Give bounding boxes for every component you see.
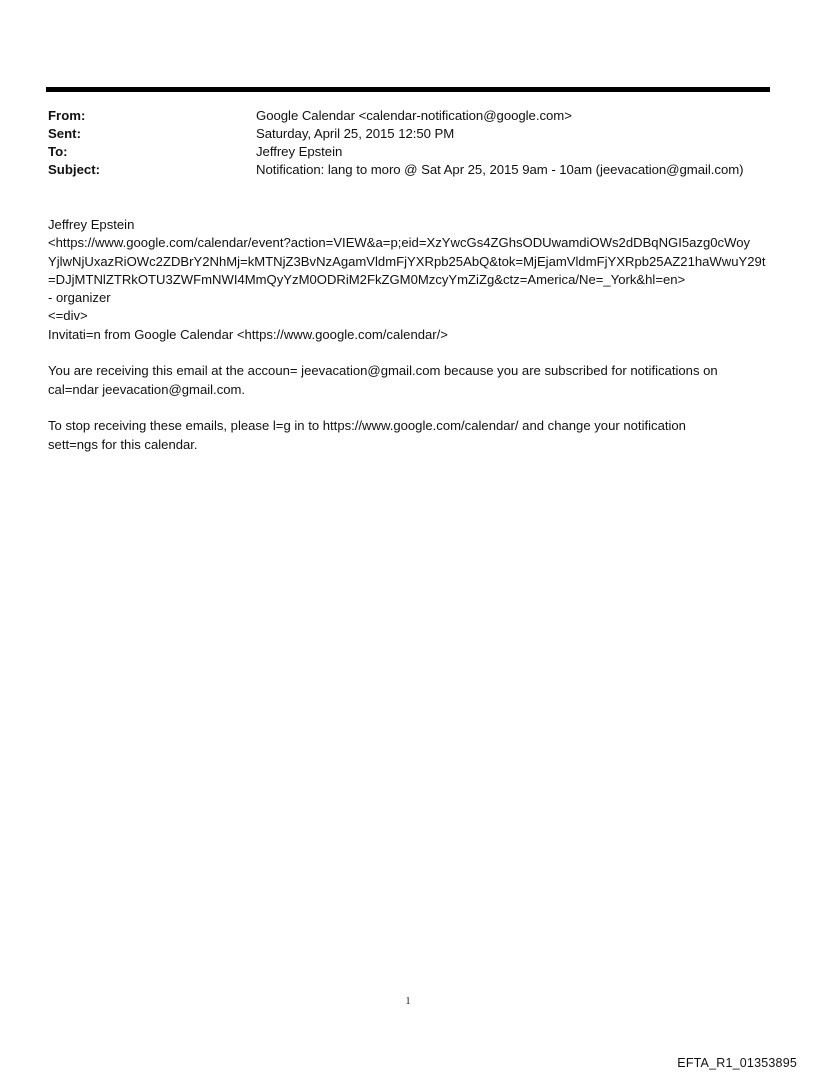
subject-row <box>48 161 768 179</box>
paragraph-gap <box>48 344 772 362</box>
from-label: From: <box>48 108 86 123</box>
from-value: Google Calendar <calendar-notification@google.com> <box>256 108 572 123</box>
email-body <box>48 216 772 454</box>
event-link-line: =DJjMTNlZTRkOTU3ZWFmNWI4MmQyYzM0ODRiM2FkZGM0MzcyYmZiZg&ctz=America/Ne=_York&hl=en> <box>48 271 686 287</box>
header-divider <box>46 87 770 92</box>
event-link-line: <https://www.google.com/calendar/event?action=VIEW&a=p;eid=XzYwcGs4ZGhsODUwamdiOWs2dDBqNGI5azg0cWoy <box>48 235 751 251</box>
stop-notice-line: sett=ngs for this calendar. <box>48 436 198 452</box>
sent-label: Sent: <box>48 126 81 141</box>
from-row <box>48 107 768 125</box>
to-label: To: <box>48 144 68 159</box>
document-id: EFTA_R1_01353895 <box>677 1056 797 1070</box>
to-value: Jeffrey Epstein <box>256 144 343 159</box>
subject-label: Subject: <box>48 162 101 177</box>
receiving-notice-line: You are receiving this email at the accoun= jeevacation@gmail.com because you are subscribed for notifications on <box>48 363 718 379</box>
to-row <box>48 143 768 161</box>
email-header <box>48 107 768 179</box>
sent-row <box>48 125 768 143</box>
page-number: 1 <box>405 996 411 1007</box>
receiving-notice-line: cal=ndar jeevacation@gmail.com. <box>48 381 246 397</box>
organizer-name: Jeffrey Epstein <box>48 217 135 232</box>
sent-value: Saturday, April 25, 2015 12:50 PM <box>256 126 455 141</box>
subject-value: Notification: lang to moro @ Sat Apr 25, 2015 9am - 10am (jeevacation@gmail.com) <box>256 162 744 177</box>
div-tag-text: <=div> <box>48 308 88 324</box>
paragraph-gap <box>48 399 772 417</box>
invitation-line: Invitati=n from Google Calendar <https://www.google.com/calendar/> <box>48 326 448 342</box>
organizer-role: - organizer <box>48 290 111 306</box>
stop-notice-line: To stop receiving these emails, please l=g in to https://www.google.com/calendar/ and change your notification <box>48 418 686 434</box>
event-link-line: YjlwNjUxazRiOWc2ZDBrY2NhMj=kMTNjZ3BvNzAgamVldmFjYXRpb25AbQ&tok=MjEjamVldmFjYXRpb25AZ21haWwuY29t <box>48 253 766 269</box>
